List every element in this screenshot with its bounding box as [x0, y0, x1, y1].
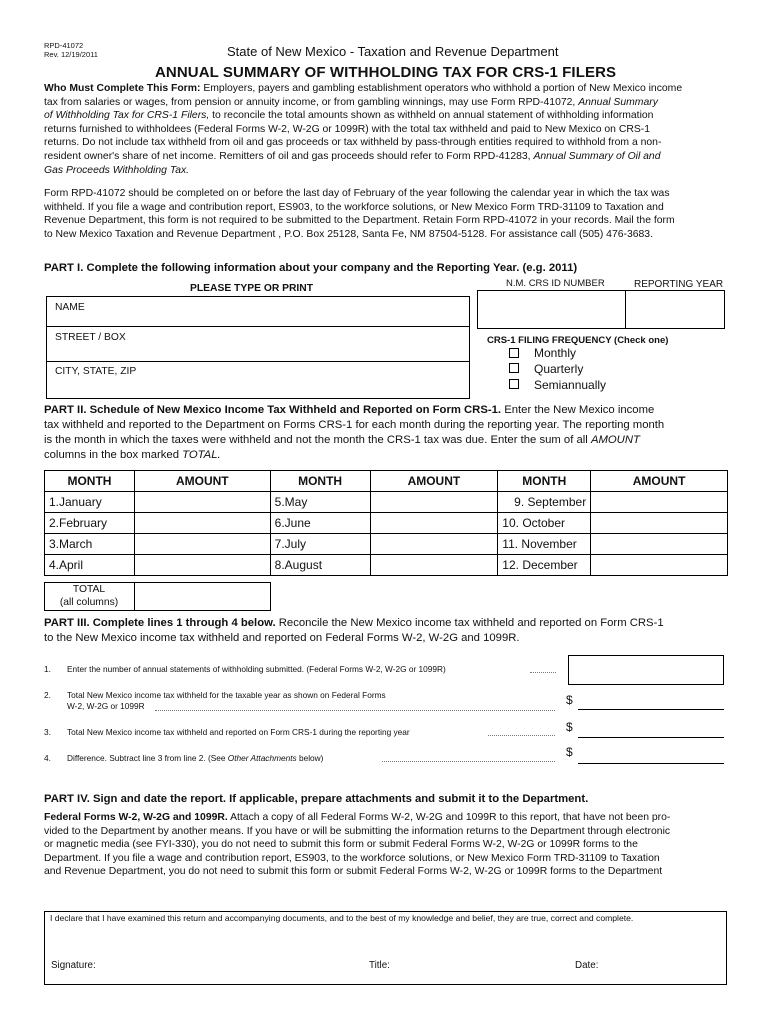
table-row — [45, 555, 728, 576]
divider — [134, 582, 135, 611]
semiannually-label: Semiannually — [534, 378, 607, 392]
street-input[interactable] — [50, 344, 466, 359]
month-cell: 4.April — [45, 555, 135, 576]
line1-number: 1. — [44, 664, 51, 674]
amount-input[interactable] — [591, 555, 728, 576]
amount-input[interactable] — [134, 492, 270, 513]
table-header-row — [45, 471, 728, 492]
form-id: RPD-41072 — [44, 41, 84, 50]
declaration-text: I declare that I have examined this return and accompanying documents, and to the best of my knowledge and belief, they are true, correct and complete. — [50, 913, 634, 923]
month-cell: 9. September — [498, 492, 591, 513]
city-state-zip-label: CITY, STATE, ZIP — [55, 366, 137, 377]
dollar-sign: $ — [566, 693, 573, 707]
reporting-year-label: REPORTING YEAR — [634, 279, 724, 290]
line3-number: 3. — [44, 727, 51, 737]
monthly-label: Monthly — [534, 346, 577, 360]
part3-heading: PART III. Complete lines 1 through 4 below. Reconcile the New Mexico income tax withheld and reported on Form CRS-1 to the New Mexico income tax withheld and reported on Federal Forms W-2, W-2G and 1099R. — [44, 617, 664, 644]
filing-frequency-label: CRS-1 FILING FREQUENCY (Check one) — [487, 335, 669, 346]
who-label: Who Must Complete This Form: — [44, 83, 201, 94]
amount-input[interactable] — [370, 492, 498, 513]
amount-input[interactable] — [134, 534, 270, 555]
part2-heading: PART II. Schedule of New Mexico Income Tax Withheld and Reported on Form CRS-1. Enter the New Mexico income tax withheld and reported to the Department on Forms CRS-1 for each month during the reporting year. The reporting month is the month in which the taxes were withheld and not the month the CRS-1 tax was due. Enter the sum of all AMOUNT columns in the box marked TOTAL. — [44, 404, 665, 461]
line2-text-b: W-2, W-2G or 1099R — [67, 701, 145, 711]
reporting-year-input[interactable] — [627, 292, 723, 327]
amount-input[interactable] — [591, 534, 728, 555]
month-cell: 7.July — [270, 534, 370, 555]
quarterly-checkbox[interactable] — [509, 363, 519, 373]
part1-heading: PART I. Complete the following information about your company and the Reporting Year. (e.g. 2011) — [44, 262, 578, 274]
amount-input[interactable] — [370, 555, 498, 576]
leader-dots — [382, 761, 555, 762]
crs-id-input[interactable] — [479, 292, 623, 327]
signature-input[interactable] — [100, 935, 360, 973]
line4-text: Difference. Subtract line 3 from line 2. (See Other Attachments below) — [67, 753, 324, 763]
leader-dots — [488, 735, 555, 736]
name-label: NAME — [55, 302, 85, 313]
part4-heading: PART IV. Sign and date the report. If applicable, prepare attachments and submit it to the Department. — [44, 793, 589, 805]
crs-id-label: N.M. CRS ID NUMBER — [506, 278, 605, 289]
who-must-complete-paragraph: Who Must Complete This Form: Employers, payers and gambling establishment operators who withhold a portion of New Mexico income tax from salaries or wages, from pension or annuity income, or from gambling winnings, may use Form RPD-41072, Annual Summary of Withholding Tax for CRS-1 Filers, to reconcile the total amounts shown as withheld on annual statement of withholding information returns furnished to withholdees (Federal Forms W-2, W-2G or 1099R) with the total tax withheld and paid to New Mexico on CRS-1 returns. Do not include tax withheld from oil and gas proceeds or tax withheld by pass-through entities required to withhold from a non- resident owner's share of net income. Remitters of oil and gas proceeds should refer to Form RPD-41283, Annual Summary of Oil and Gas Proceeds Withholding Tax. — [44, 83, 683, 176]
total-amount-input[interactable] — [136, 584, 269, 609]
amount-input[interactable] — [370, 534, 498, 555]
line3-text: Total New Mexico income tax withheld and reported on Form CRS-1 during the reporting year — [67, 727, 410, 737]
line2-input[interactable] — [578, 709, 724, 710]
line1-input[interactable] — [568, 655, 724, 685]
line2-text-a: Total New Mexico income tax withheld for the taxable year as shown on Federal Forms — [67, 690, 386, 700]
divider — [46, 361, 470, 362]
quarterly-label: Quarterly — [534, 362, 584, 376]
dollar-sign: $ — [566, 745, 573, 759]
leader-dots — [530, 672, 556, 673]
month-cell: 3.March — [45, 534, 135, 555]
month-cell: 10. October — [498, 513, 591, 534]
divider — [625, 290, 626, 329]
month-cell: 8.August — [270, 555, 370, 576]
amount-header: AMOUNT — [591, 471, 728, 492]
divider — [46, 326, 470, 327]
month-cell: 2.February — [45, 513, 135, 534]
table-row — [45, 513, 728, 534]
month-cell: 12. December — [498, 555, 591, 576]
amount-input[interactable] — [134, 555, 270, 576]
street-label: STREET / BOX — [55, 332, 126, 343]
line3-input[interactable] — [578, 737, 724, 738]
city-state-zip-input[interactable] — [50, 378, 466, 396]
please-type-note: PLEASE TYPE OR PRINT — [190, 283, 314, 294]
form-title: ANNUAL SUMMARY OF WITHHOLDING TAX FOR CRS-1 FILERS — [155, 64, 617, 81]
title-label: Title: — [369, 960, 390, 971]
month-cell: 11. November — [498, 534, 591, 555]
total-label: TOTAL (all columns) — [59, 584, 119, 608]
month-cell: 5.May — [270, 492, 370, 513]
amount-header: AMOUNT — [370, 471, 498, 492]
dollar-sign: $ — [566, 720, 573, 734]
amount-input[interactable] — [134, 513, 270, 534]
filing-instructions-paragraph: Form RPD-41072 should be completed on or before the last day of February of the year following the calendar year in which the tax was withheld. If you file a wage and contribution report, ES903, to the workforce solutions, or New Mexico Form TRD-31109 to Taxation and Revenue Department, this form is not required to be submitted to the Department. Retain Form RPD-41072 in your records. Mail the form to New Mexico Taxation and Revenue Department , P.O. Box 25128, Santa Fe, NM 87504-5128. For assistance call (505) 476-3683. — [44, 188, 675, 240]
line4-input[interactable] — [578, 763, 724, 764]
month-cell: 1.January — [45, 492, 135, 513]
amount-input[interactable] — [591, 513, 728, 534]
signature-label: Signature: — [51, 960, 96, 971]
revision-date: Rev. 12/19/2011 — [44, 50, 98, 59]
semiannually-checkbox[interactable] — [509, 379, 519, 389]
month-header: MONTH — [45, 471, 135, 492]
amount-input[interactable] — [591, 492, 728, 513]
month-header: MONTH — [498, 471, 591, 492]
monthly-checkbox[interactable] — [509, 348, 519, 358]
month-cell: 6.June — [270, 513, 370, 534]
table-row — [45, 534, 728, 555]
line1-text: Enter the number of annual statements of withholding submitted. (Federal Forms W-2, W-2G or 1099R) — [67, 664, 446, 674]
date-input[interactable] — [604, 935, 722, 973]
line2-number: 2. — [44, 690, 51, 700]
amount-header: AMOUNT — [134, 471, 270, 492]
name-input[interactable] — [50, 314, 466, 325]
leader-dots — [155, 710, 555, 711]
month-header: MONTH — [270, 471, 370, 492]
line4-number: 4. — [44, 753, 51, 763]
federal-forms-paragraph: Federal Forms W-2, W-2G and 1099R. Attach a copy of all Federal Forms W-2, W-2G and 1099R to this report, that have not been pro- vided to the Department by another means. If you have or will be submitting the information returns to the Department through electronic or magnetic media (see FYI-330), you do not need to submit this form or submit Federal Forms W-2, W-2G or 1099R forms to the Department. If you file a wage and contribution report, ES903, to the workforce solutions, or New Mexico Form TRD-31109 to Taxation and Revenue Department, you do not need to submit this form or submit Federal Forms W-2, W-2G or 1099R forms to the Department — [44, 812, 671, 878]
date-label: Date: — [575, 960, 599, 971]
monthly-schedule-table — [44, 470, 728, 576]
title-input[interactable] — [396, 935, 566, 973]
table-row — [45, 492, 728, 513]
department-name: State of New Mexico - Taxation and Revenue Department — [227, 44, 559, 59]
amount-input[interactable] — [370, 513, 498, 534]
